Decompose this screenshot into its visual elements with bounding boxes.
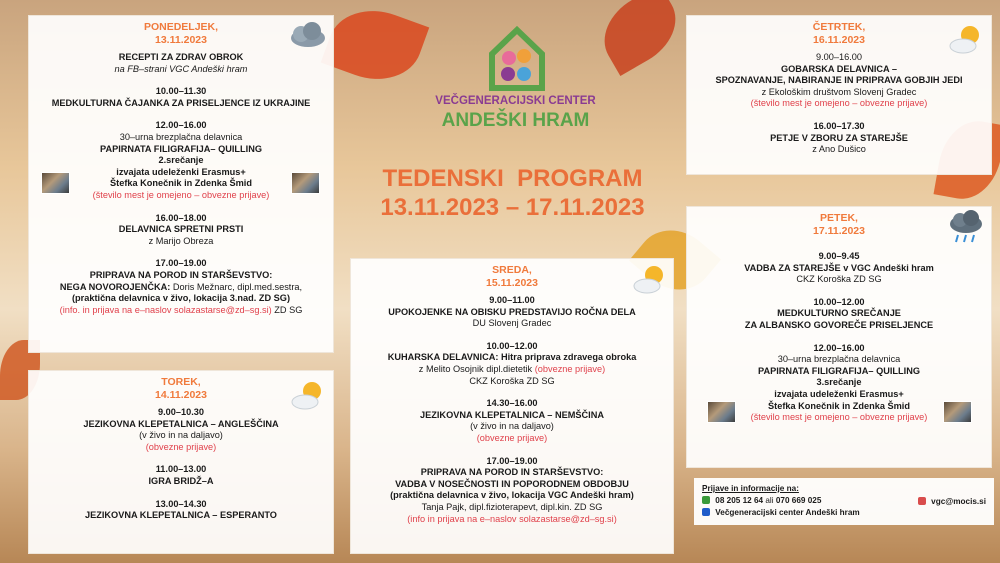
contact-heading: Prijave in informacije na:	[702, 484, 799, 493]
event-time: 13.00–14.30	[155, 498, 207, 509]
event-time: 9.00–11.00	[489, 295, 535, 305]
event-note: (obvezne prijave)	[532, 363, 606, 374]
event-time: 11.00–13.00	[155, 464, 207, 475]
event-line: izvajata udeleženki Erasmus+	[774, 388, 904, 399]
logo-house-icon	[486, 24, 548, 92]
page-title: TEDENSKI PROGRAM	[382, 165, 643, 192]
event-time: 10.00–12.00	[813, 296, 865, 307]
event-title: ZA ALBANSKO GOVOREČE PRISELJENCE	[744, 319, 934, 330]
facebook-icon	[702, 508, 710, 516]
event-title: PRIPRAVA NA POROD IN STARŠEVSTVO:	[89, 269, 273, 280]
sun-cloud-icon	[948, 22, 984, 56]
day-date: 16.11.2023	[813, 33, 865, 46]
event-note: (število mest je omejeno – obvezne prijave)	[750, 412, 928, 423]
event-title: DELAVNICA SPRETNI PRSTI	[118, 224, 244, 235]
event-line: Doris Mežnarc, dipl.med.sestra,	[170, 281, 303, 292]
event-title: JEZIKOVNA KLEPETALNICA – ANGLEŠČINA	[83, 418, 279, 429]
event-title: GOBARSKA DELAVNICA –	[780, 63, 898, 74]
event-note: (število mest je omejeno – obvezne prijave)	[750, 98, 928, 109]
event-time: 10.00–11.30	[155, 86, 207, 97]
wednesday-card	[350, 258, 674, 554]
event-line: Tanja Pajk, dipl.fizioterapevt, dipl.kin. ZD SG	[421, 501, 603, 512]
event-time: 17.00–19.00	[486, 455, 538, 466]
event-time: 17.00–19.00	[155, 258, 207, 269]
workshop-photo	[291, 172, 320, 194]
event-subtitle: DU Slovenj Gradec	[472, 318, 552, 329]
event-title: UPOKOJENKE NA OBISKU PREDSTAVIJO ROČNA DELA	[388, 306, 636, 317]
event-title: MEDKULTURNO SREČANJE	[777, 308, 901, 319]
email-icon	[918, 497, 926, 505]
event-line: 3.srečanje	[816, 377, 862, 388]
event-line: Štefka Konečnik in Zdenka Šmid	[110, 178, 252, 189]
monday-card	[28, 15, 334, 353]
phone-icon	[702, 496, 710, 504]
facebook-link[interactable]: Večgeneracijski center Andeški hram	[715, 508, 860, 517]
event-time: 12.00–16.00	[813, 342, 865, 353]
contact-box	[694, 478, 994, 525]
event-line: (praktična delavnica v živo, lokacija 3.nad. ZD SG)	[71, 293, 291, 304]
event-subtitle: CKZ Koroška ZD SG	[469, 375, 555, 386]
day-name: PETEK,	[820, 212, 858, 224]
event-title: RECEPTI ZA ZDRAV OBROK	[118, 52, 244, 62]
sun-cloud-icon	[632, 262, 668, 296]
cloud-icon	[286, 22, 328, 50]
date-range: 13.11.2023 – 17.11.2023	[380, 194, 645, 221]
day-date: 14.11.2023	[155, 388, 207, 401]
event-time: 12.00–16.00	[155, 120, 207, 131]
day-date: 13.11.2023	[155, 33, 207, 46]
leaf-decoration	[321, 0, 430, 93]
event-subtitle: (v živo in na daljavo)	[470, 421, 554, 432]
event-subtitle: CKZ Koroška ZD SG	[796, 274, 882, 285]
event-title: SPOZNAVANJE, NABIRANJE IN PRIPRAVA GOBJIH JEDI	[715, 75, 963, 86]
sun-cloud-icon	[290, 378, 326, 412]
event-subtitle: z Ekološkim društvom Slovenj Gradec	[761, 86, 917, 97]
program-title	[350, 164, 675, 222]
event-subtitle: z Ano Dušico	[812, 144, 866, 155]
event-line: ZD SG	[271, 304, 303, 315]
event-note: (obvezne prijave)	[476, 432, 548, 443]
event-line: 30–urna brezplačna delavnica	[777, 354, 901, 365]
day-name: PONEDELJEK,	[143, 21, 219, 33]
day-name: TOREK,	[161, 376, 201, 388]
workshop-photo	[707, 401, 736, 423]
logo-line2: ANDEŠKI HRAM	[441, 110, 590, 131]
day-date: 17.11.2023	[813, 224, 865, 237]
event-note: (število mest je omejeno – obvezne prijave)	[92, 189, 270, 200]
thursday-card	[686, 15, 992, 175]
event-title: PAPIRNATA FILIGRAFIJA– QUILLING	[758, 365, 920, 376]
day-name: SREDA,	[492, 264, 532, 276]
event-line: NEGA NOVOROJENČKA:	[59, 281, 171, 292]
event-time: 9.00–16.00	[816, 52, 862, 62]
event-line: (praktična delavnica v živo, lokacija VGC Andeški hram)	[390, 490, 634, 501]
event-subtitle: (v živo in na daljavo)	[139, 430, 223, 441]
event-title: VADBA V NOSEČNOSTI IN POPORODNEM OBDOBJU	[395, 478, 629, 489]
event-time: 9.00–9.45	[818, 251, 860, 261]
event-subtitle: z Marijo Obreza	[148, 235, 214, 246]
event-title: MEDKULTURNA ČAJANKA ZA PRISELJENCE IZ UKRAJINE	[51, 97, 311, 108]
tuesday-card	[28, 370, 334, 554]
event-line: 2.srečanje	[158, 155, 204, 166]
workshop-photo	[41, 172, 70, 194]
phone-number[interactable]: 070 669 025	[775, 496, 822, 505]
event-title: KUHARSKA DELAVNICA: Hitra priprava zdravega obroka	[387, 352, 637, 363]
event-time: 14.30–16.00	[486, 398, 538, 409]
event-subtitle: z Melito Osojnik dipl.dietetik	[418, 363, 533, 374]
event-time: 9.00–10.30	[158, 407, 204, 417]
event-title: PAPIRNATA FILIGRAFIJA– QUILLING	[100, 143, 262, 154]
event-line: 30–urna brezplačna delavnica	[119, 131, 243, 142]
event-line: izvajata udeleženki Erasmus+	[116, 166, 246, 177]
event-note: (info in prijava na e–naslov solazastarse@zd–sg.si)	[407, 513, 617, 524]
rain-cloud-icon	[946, 210, 986, 246]
event-note: (info. in prijava na e–naslov solazastarse@zd–sg.si)	[59, 304, 272, 315]
leaf-decoration	[590, 0, 689, 76]
event-time: 16.00–18.00	[155, 212, 207, 223]
contact-separator: ali	[763, 496, 776, 505]
event-time: 16.00–17.30	[813, 120, 865, 131]
event-title: PETJE V ZBORU ZA STAREJŠE	[770, 132, 908, 143]
event-line: Štefka Konečnik in Zdenka Šmid	[768, 400, 910, 411]
logo-line1: VEČGENERACIJSKI CENTER	[435, 95, 596, 107]
event-title: VADBA ZA STAREJŠE v VGC Andeški hram	[744, 262, 934, 273]
email-link[interactable]: vgc@mocis.si	[931, 497, 986, 506]
day-date: 15.11.2023	[486, 276, 538, 289]
phone-number[interactable]: 08 205 12 64	[715, 496, 764, 505]
workshop-photo	[943, 401, 972, 423]
day-name: ČETRTEK,	[812, 21, 866, 33]
event-title: JEZIKOVNA KLEPETALNICA – ESPERANTO	[85, 510, 277, 521]
event-title: PRIPRAVA NA POROD IN STARŠEVSTVO:	[420, 467, 604, 478]
event-title: JEZIKOVNA KLEPETALNICA – NEMŠČINA	[420, 409, 604, 420]
event-title: IGRA BRIDŽ–A	[148, 475, 214, 486]
event-note: (obvezne prijave)	[145, 441, 217, 452]
event-subtitle: na FB–strani VGC Andeški hram	[114, 63, 248, 74]
event-time: 10.00–12.00	[486, 340, 538, 351]
